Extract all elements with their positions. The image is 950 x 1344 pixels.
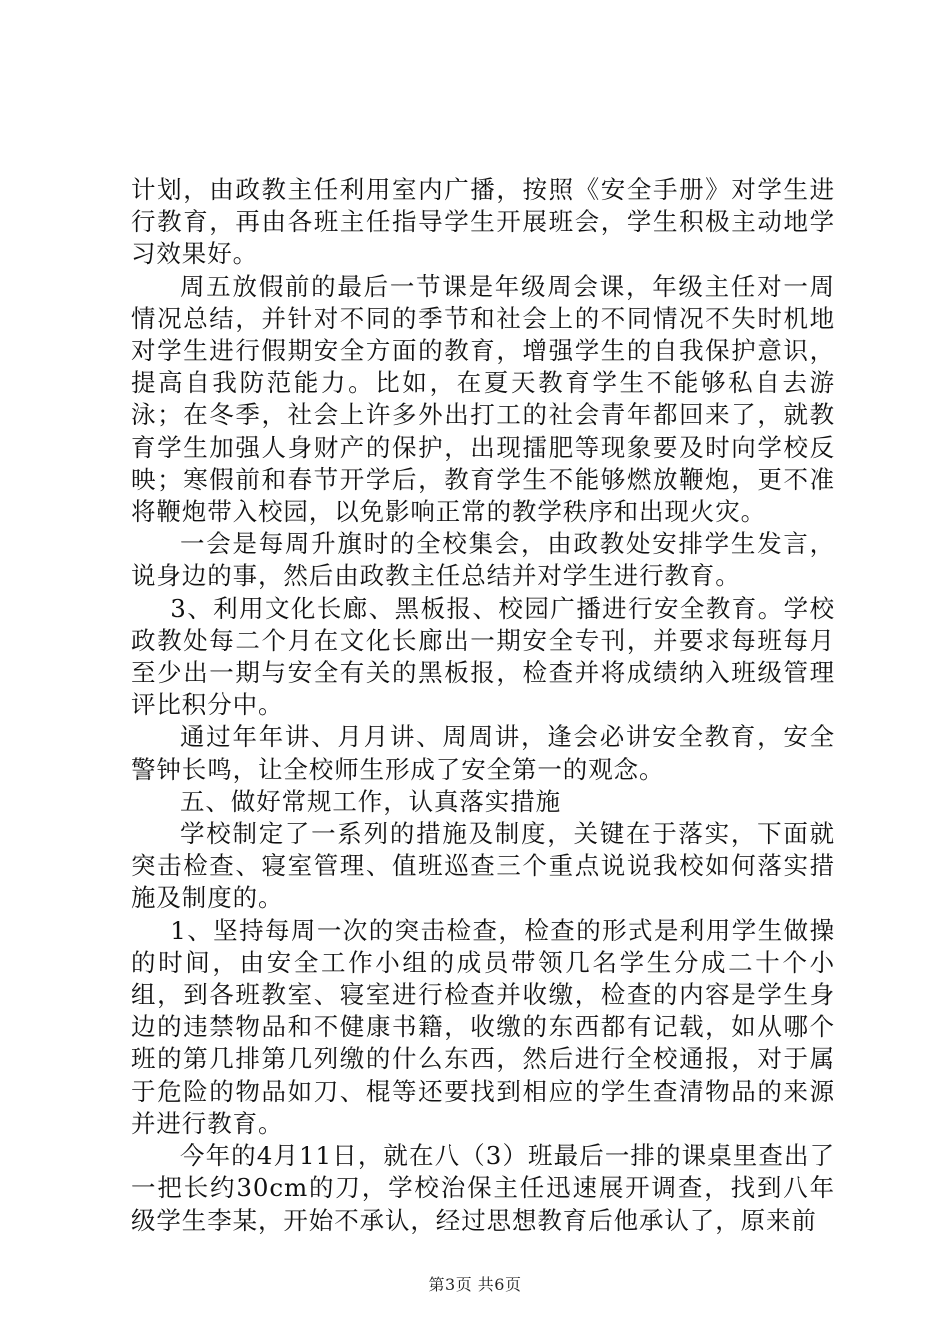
paragraph-flag-assembly: 一会是每周升旗时的全校集会，由政教处安排学生发言，说身边的事，然后由政教主任总结并对学生进行教育。 xyxy=(131,529,835,591)
paragraph-item-1: 1、坚持每周一次的突击检查，检查的形式是利用学生做操的时间，由安全工作小组的成员带领几名学生分成二十个小组，到各班教室、寝室进行检查并收缴，检查的内容是学生身边的违禁物品和不健康书籍，收缴的东西都有记载，如从哪个班的第几排第几列缴的什么东西，然后进行全校通报，对于属于危险的物品如刀、棍等还要找到相应的学生查清物品的来源并进行教育。 xyxy=(131,915,835,1138)
paragraph-summary: 通过年年讲、月月讲、周周讲，逢会必讲安全教育，安全警钟长鸣，让全校师生形成了安全第一的观念。 xyxy=(131,722,835,784)
paragraph-continuation: 计划，由政教主任利用室内广播，按照《安全手册》对学生进行教育，再由各班主任指导学生开展班会，学生积极主动地学习效果好。 xyxy=(131,175,835,269)
paragraph-incident: 今年的4月11日，就在八（3）班最后一排的课桌里查出了一把长约30cm的刀，学校治保主任迅速展开调查，找到八年级学生李某，开始不承认，经过思想教育后他承认了，原来前 xyxy=(131,1141,835,1235)
paragraph-item-3: 3、利用文化长廊、黑板报、校园广播进行安全教育。学校政教处每二个月在文化长廊出一期安全专刊，并要求每班每月至少出一期与安全有关的黑板报，检查并将成绩纳入班级管理评比积分中。 xyxy=(131,593,835,720)
section-heading-5: 五、做好常规工作，认真落实措施 xyxy=(180,786,561,816)
paragraph-measures-intro: 学校制定了一系列的措施及制度，关键在于落实，下面就突击检查、寝室管理、值班巡查三个重点说说我校如何落实措施及制度的。 xyxy=(131,819,835,913)
paragraph-weekly-meeting: 周五放假前的最后一节课是年级周会课，年级主任对一周情况总结，并针对不同的季节和社会上的不同情况不失时机地对学生进行假期安全方面的教育，增强学生的自我保护意识，提高自我防范能力。比如，在夏天教育学生不能够私自去游泳；在冬季，社会上许多外出打工的社会青年都回来了，就教育学生加强人身财产的保护，出现擂肥等现象要及时向学校反映；寒假前和春节开学后，教育学生不能够燃放鞭炮，更不准将鞭炮带入校园，以免影响正常的教学秩序和出现火灾。 xyxy=(131,271,835,527)
document-body xyxy=(131,174,835,1237)
page-footer: 第3页 共6页 xyxy=(428,1275,522,1294)
